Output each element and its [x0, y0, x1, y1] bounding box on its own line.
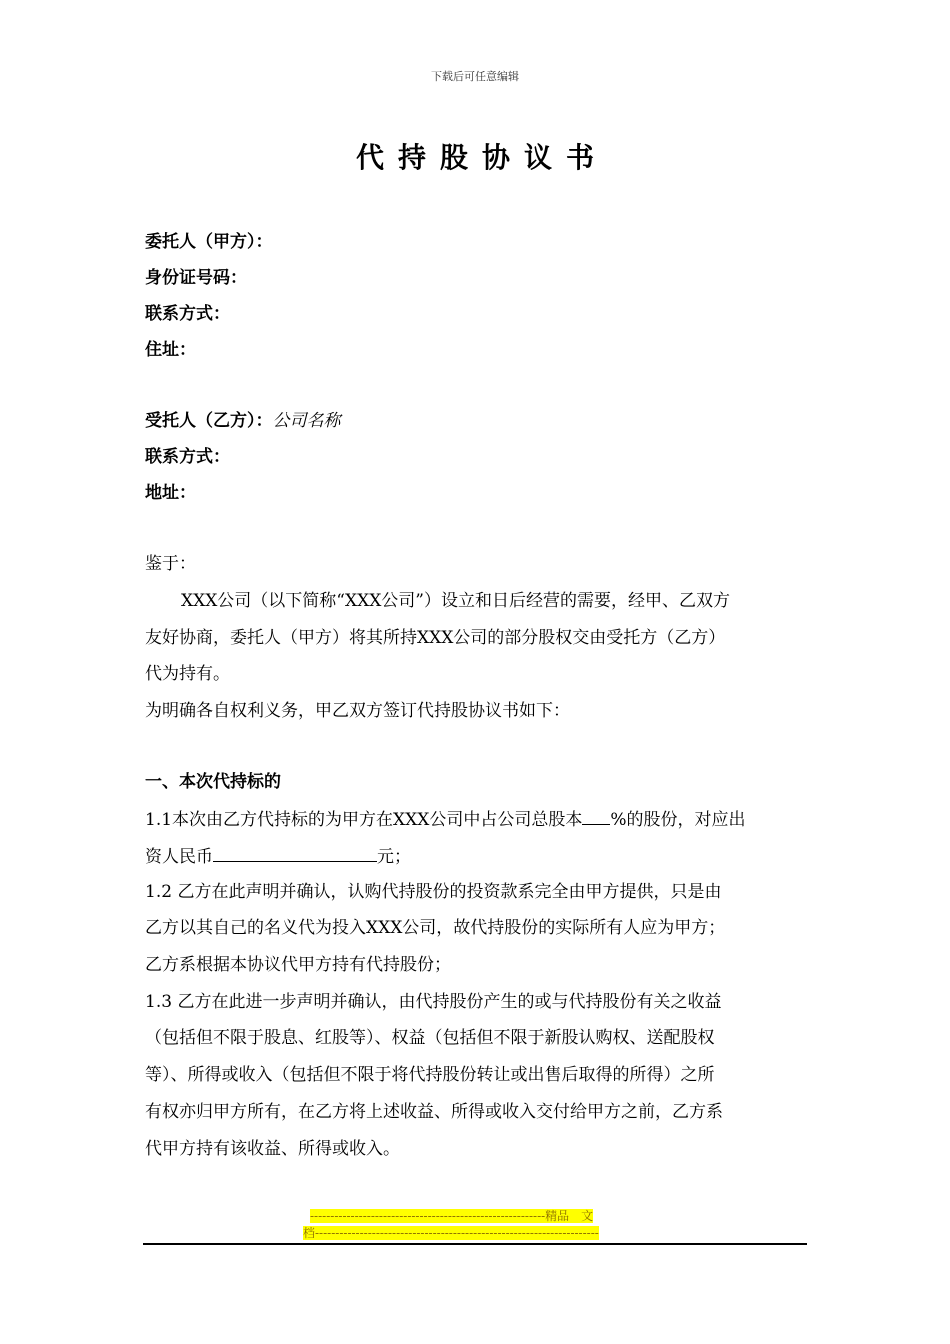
- percentage-blank: [582, 806, 610, 825]
- whereas-line: 代为持有。: [145, 664, 230, 684]
- party-b-address-label: 地址：: [145, 483, 196, 503]
- clause-1-3-line: （包括但不限于股息、红股等）、权益（包括但不限于新股认购权、送配股权: [145, 1028, 715, 1048]
- whereas-line: 友好协商，委托人（甲方）将其所持XXX公司的部分股权交由受托方（乙方）: [145, 628, 726, 648]
- clause-1-1-text: 资人民币: [145, 847, 213, 867]
- clause-1-3-line: 1.3 乙方在此进一步声明并确认，由代持股份产生的或与代持股份有关之收益: [145, 992, 722, 1012]
- party-b-label: 受托人（乙方）：: [145, 411, 273, 431]
- footer-text: ----------------------------------------------------------精品 文: [310, 1209, 594, 1223]
- amount-blank: [213, 843, 377, 862]
- clause-1-1-line-1: [145, 806, 746, 830]
- clause-1-3-line: 有权亦归甲方所有，在乙方将上述收益、所得或收入交付给甲方之前，乙方系: [145, 1102, 723, 1122]
- section-1-heading: 一、本次代持标的: [145, 772, 281, 792]
- clause-1-2-line: 乙方以其自己的名义代为投入XXX公司，故代持股份的实际所有人应为甲方；: [145, 918, 726, 938]
- whereas-line: XXX公司（以下简称“XXX公司”）设立和日后经营的需要，经甲、乙双方: [181, 591, 730, 611]
- party-a-label: 委托人（甲方）：: [145, 232, 273, 252]
- party-a-contact-label: 联系方式：: [145, 304, 230, 324]
- whereas-line: 为明确各自权利义务，甲乙双方签订代持股协议书如下：: [145, 701, 570, 721]
- party-a-address-label: 住址：: [145, 340, 196, 360]
- clause-1-3-line: 等）、所得或收入（包括但不限于将代持股份转让或出售后取得的所得）之所: [145, 1065, 715, 1085]
- document-title: 代持股协议书: [355, 141, 608, 174]
- header-note: 下载后可任意编辑: [431, 70, 519, 83]
- party-a-id-label: 身份证号码：: [145, 268, 247, 288]
- party-b-contact-label: 联系方式：: [145, 447, 230, 467]
- clause-1-1-text: 元；: [377, 847, 411, 867]
- party-b-name: 公司名称: [272, 411, 341, 431]
- clause-1-1-text: 1.1本次由乙方代持标的为甲方在XXX公司中占公司总股本: [145, 810, 583, 830]
- party-b-row: [145, 409, 341, 433]
- footer-divider: [143, 1243, 807, 1245]
- clause-1-1-line-2: [145, 843, 411, 867]
- clause-1-1-text: %的股份，对应出: [610, 810, 746, 830]
- whereas-label: 鉴于：: [145, 554, 196, 574]
- footer-text: 档----------------------------------------------------------------------: [303, 1226, 599, 1240]
- footer-highlight-line-1: [310, 1208, 642, 1225]
- clause-1-2-line: 1.2 乙方在此声明并确认，认购代持股份的投资款系完全由甲方提供，只是由: [145, 882, 722, 902]
- clause-1-2-line: 乙方系根据本协议代甲方持有代持股份；: [145, 955, 451, 975]
- footer-highlight-line-2: [303, 1225, 647, 1242]
- clause-1-3-line: 代甲方持有该收益、所得或收入。: [145, 1139, 400, 1159]
